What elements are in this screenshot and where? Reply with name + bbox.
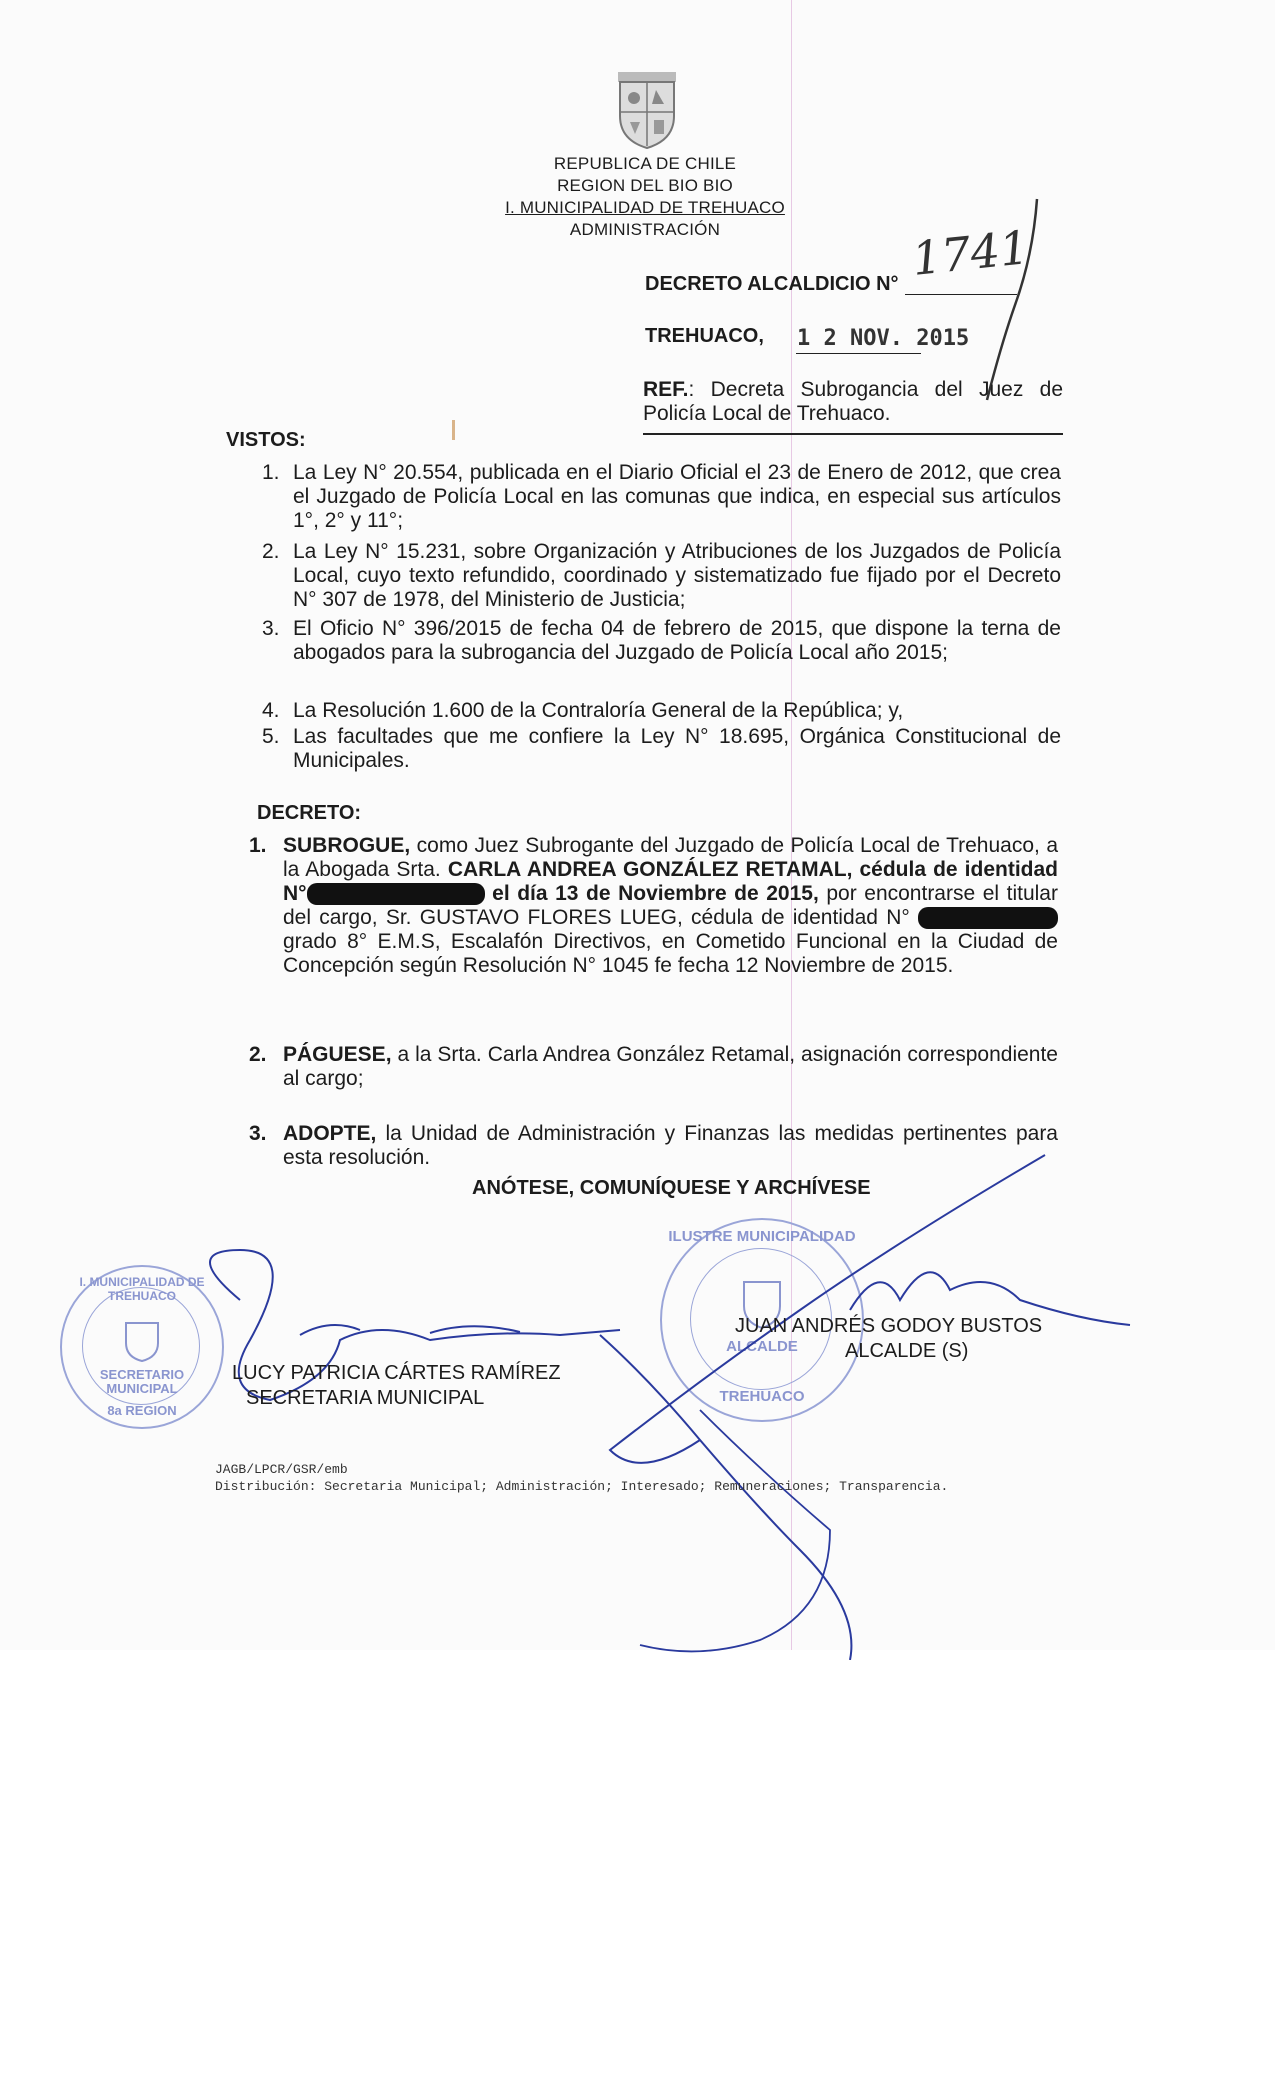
handwritten-stroke-icon [975, 195, 1055, 405]
vistos-number: 3. [262, 617, 280, 640]
stamp-outer-text: ILUSTRE MUNICIPALIDAD [668, 1228, 856, 1245]
vistos-number: 2. [262, 540, 280, 563]
header-line-1: REPUBLICA DE CHILE [553, 154, 737, 173]
stamp-bottom-text: TREHUACO [719, 1388, 805, 1405]
vistos-number: 5. [262, 725, 280, 748]
municipal-coat-of-arms-icon [612, 68, 682, 150]
decreto-keyword: ADOPTE, [283, 1122, 377, 1145]
reference [643, 378, 1063, 426]
handwritten-signatures-icon [0, 1140, 1275, 1660]
reference-text: : Decreta Subrogancia del Juez de Policía Local de Trehuaco. [643, 378, 1063, 425]
decreto-number: 2. [249, 1043, 267, 1066]
place-label: TREHUACO, [645, 325, 764, 347]
decreto-keyword: SUBROGUE, [283, 834, 411, 857]
decreto-heading: DECRETO: [257, 802, 362, 824]
vistos-item: La Ley N° 15.231, sobre Organización y Atribuciones de los Juzgados de Policía Local, cuyo texto refundido, coordinado y sistematizado fue fijado por el Decreto N° 307 de 1978, del Ministerio de Justicia; [293, 540, 1061, 611]
decree-number-label: DECRETO ALCALDICIO N° [645, 273, 899, 295]
decreto-keyword: PÁGUESE, [283, 1043, 392, 1066]
decreto-text: a la Srta. Carla Andrea González Retamal, asignación correspondiente al cargo; [283, 1043, 1058, 1090]
redacted-id [307, 883, 485, 905]
vistos-item: La Ley N° 20.554, publicada en el Diario Oficial el 23 de Enero de 2012, que crea el Juzgado de Policía Local en las comunas que indica, en especial sus artículos 1°, 2° y 11°; [293, 461, 1061, 532]
appointee-name: CARLA ANDREA GONZÁLEZ RETAMAL, cédula de identidad N° [283, 858, 1058, 905]
stamp-center-text: ALCALDE [726, 1338, 798, 1355]
decree-number-handwritten: 1741 [909, 220, 1032, 286]
stamp-outer-text: I. MUNICIPALIDAD DE TREHUACO [79, 1275, 205, 1303]
date-underline [796, 353, 921, 354]
vistos-item: La Resolución 1.600 de la Contraloría General de la República; y, [293, 699, 904, 722]
decreto-text: grado 8° E.M.S, Escalafón Directivos, en Cometido Funcional en la Ciudad de Concepción según Resolución N° 1045 fe fecha 12 Noviembre de 2015. [283, 930, 1058, 977]
decreto-text: como Juez Subrogante del Juzgado de Policía Local de Trehuaco, a la Abogada Srta. [283, 834, 1058, 881]
decreto-number: 1. [249, 834, 267, 857]
header-line-3: I. MUNICIPALIDAD DE TREHUACO [505, 198, 785, 217]
vistos-item: Las facultades que me confiere la Ley N° 18.695, Orgánica Constitucional de Municipales. [293, 725, 1061, 772]
stamp-center-text: MUNICIPAL [106, 1381, 178, 1396]
header-line-2: REGION DEL BIO BIO [557, 176, 733, 195]
reference-underline [643, 433, 1063, 435]
alcalde-name: JUAN ANDRÉS GODOY BUSTOS [735, 1315, 1043, 1337]
appointment-date: el día 13 de Noviembre de 2015, [484, 882, 819, 905]
distribution-list: Distribución: Secretaria Municipal; Administración; Interesado; Remuneraciones; Transparencia. [215, 1479, 949, 1494]
vistos-heading: VISTOS: [226, 429, 306, 451]
decreto-text: la Unidad de Administración y Finanzas las medidas pertinentes para esta resolución. [283, 1122, 1058, 1169]
closing-formula: ANÓTESE, COMUNÍQUESE Y ARCHÍVESE [472, 1177, 871, 1199]
secretaria-name: LUCY PATRICIA CÁRTES RAMÍREZ [232, 1362, 561, 1384]
decreto-item-1 [283, 834, 1058, 978]
redacted-id [918, 907, 1058, 929]
alcalde-title: ALCALDE (S) [845, 1340, 969, 1362]
vistos-item: El Oficio N° 396/2015 de fecha 04 de febrero de 2015, que dispone la terna de abogados para la subrogancia del Juzgado de Policía Local año 2015; [293, 617, 1061, 664]
vistos-number: 1. [262, 461, 280, 484]
initials: JAGB/LPCR/GSR/emb [215, 1462, 348, 1477]
stamp-bottom-text: 8a REGION [107, 1403, 177, 1418]
secretaria-title: SECRETARIA MUNICIPAL [246, 1387, 485, 1409]
vistos-number: 4. [262, 699, 280, 722]
decreto-text: por encontrarse el titular del cargo, Sr. GUSTAVO FLORES LUEG, cédula de identidad N° [283, 882, 1058, 929]
reference-label: REF. [643, 378, 689, 401]
stamp-center-text: SECRETARIO [99, 1367, 185, 1382]
ink-mark [452, 420, 455, 440]
date-stamp: 1 2 NOV. 2015 [797, 326, 970, 351]
decreto-number: 3. [249, 1122, 267, 1145]
header-line-4: ADMINISTRACIÓN [569, 220, 721, 239]
decreto-item-2 [283, 1043, 1058, 1091]
